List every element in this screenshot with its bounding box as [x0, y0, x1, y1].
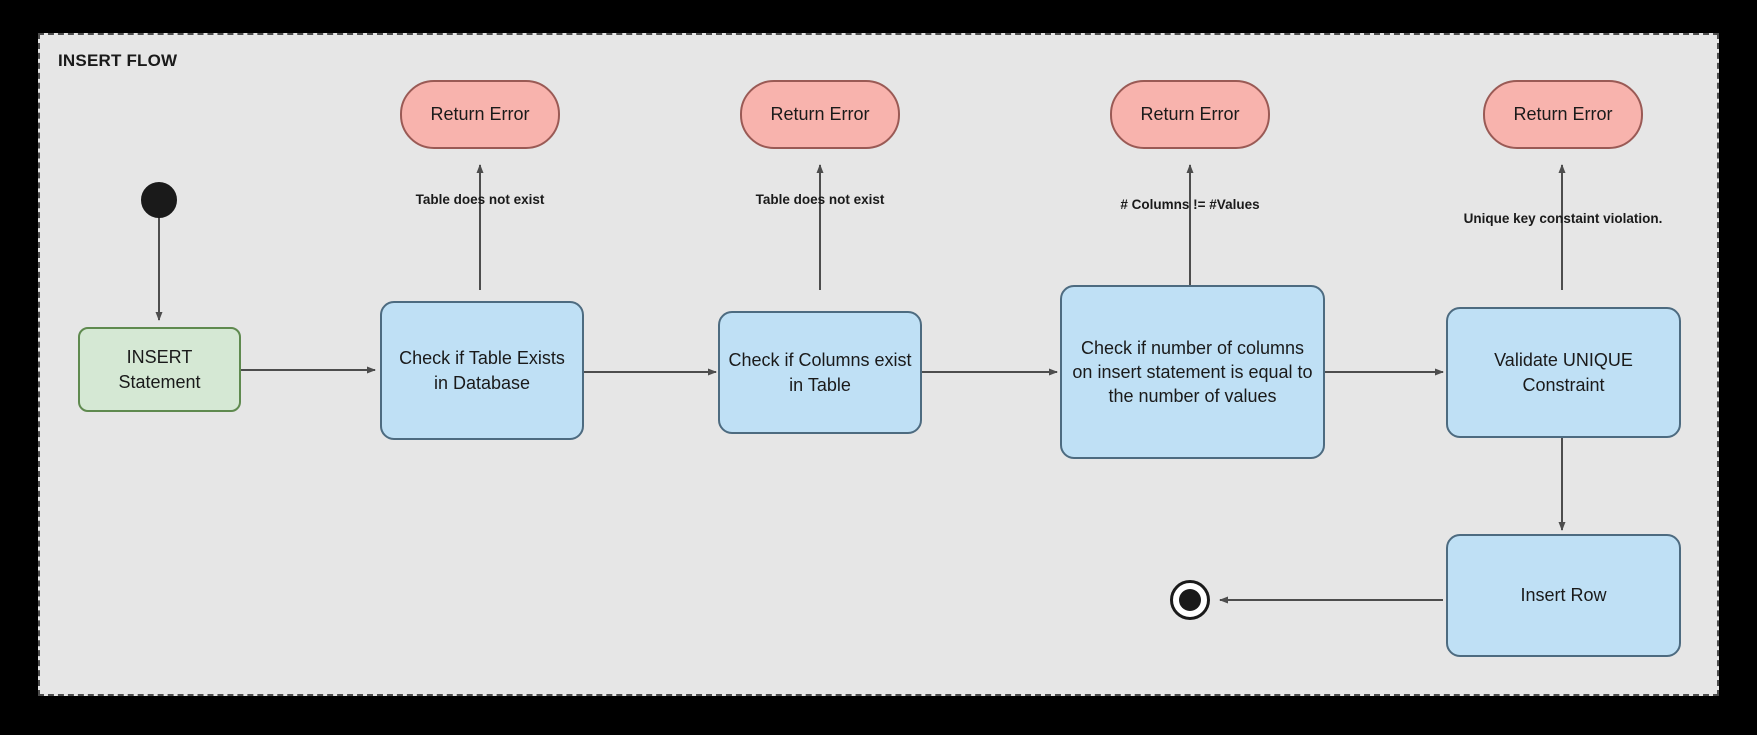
end-node [1170, 580, 1210, 620]
node-label: Validate UNIQUE Constraint [1494, 350, 1633, 395]
node-check-columns-exist[interactable] [718, 311, 922, 434]
edge-label-table-not-exist-1: Table does not exist [415, 192, 545, 207]
frame-title: INSERT FLOW [58, 51, 178, 70]
node-label: INSERT Statement [118, 347, 201, 392]
edge-label-table-not-exist-2: Table does not exist [755, 192, 885, 207]
node-label: Return Error [770, 104, 870, 125]
node-return-error-2[interactable] [740, 80, 900, 149]
node-validate-unique-constraint[interactable] [1446, 307, 1681, 438]
node-label: Check if number of columns on insert statement is equal to the number of values [1072, 337, 1313, 407]
node-label: Insert Row [1520, 585, 1607, 606]
node-label: Return Error [1140, 104, 1240, 125]
node-insert-statement[interactable] [78, 327, 241, 412]
node-return-error-1[interactable] [400, 80, 560, 149]
node-label: Check if Table Exists in Database [399, 348, 565, 393]
node-check-column-count[interactable] [1060, 285, 1325, 459]
node-insert-row[interactable] [1446, 534, 1681, 657]
start-node [141, 182, 177, 218]
node-label: Return Error [430, 104, 530, 125]
edge-label-column-count-mismatch: # Columns != #Values [1120, 197, 1260, 212]
edge-label-unique-violation: Unique key constaint violation. [1463, 211, 1663, 226]
node-label: Return Error [1513, 104, 1613, 125]
node-check-table-exists[interactable] [380, 301, 584, 440]
node-return-error-4[interactable] [1483, 80, 1643, 149]
node-label: Check if Columns exist in Table [728, 350, 912, 395]
node-return-error-3[interactable] [1110, 80, 1270, 149]
